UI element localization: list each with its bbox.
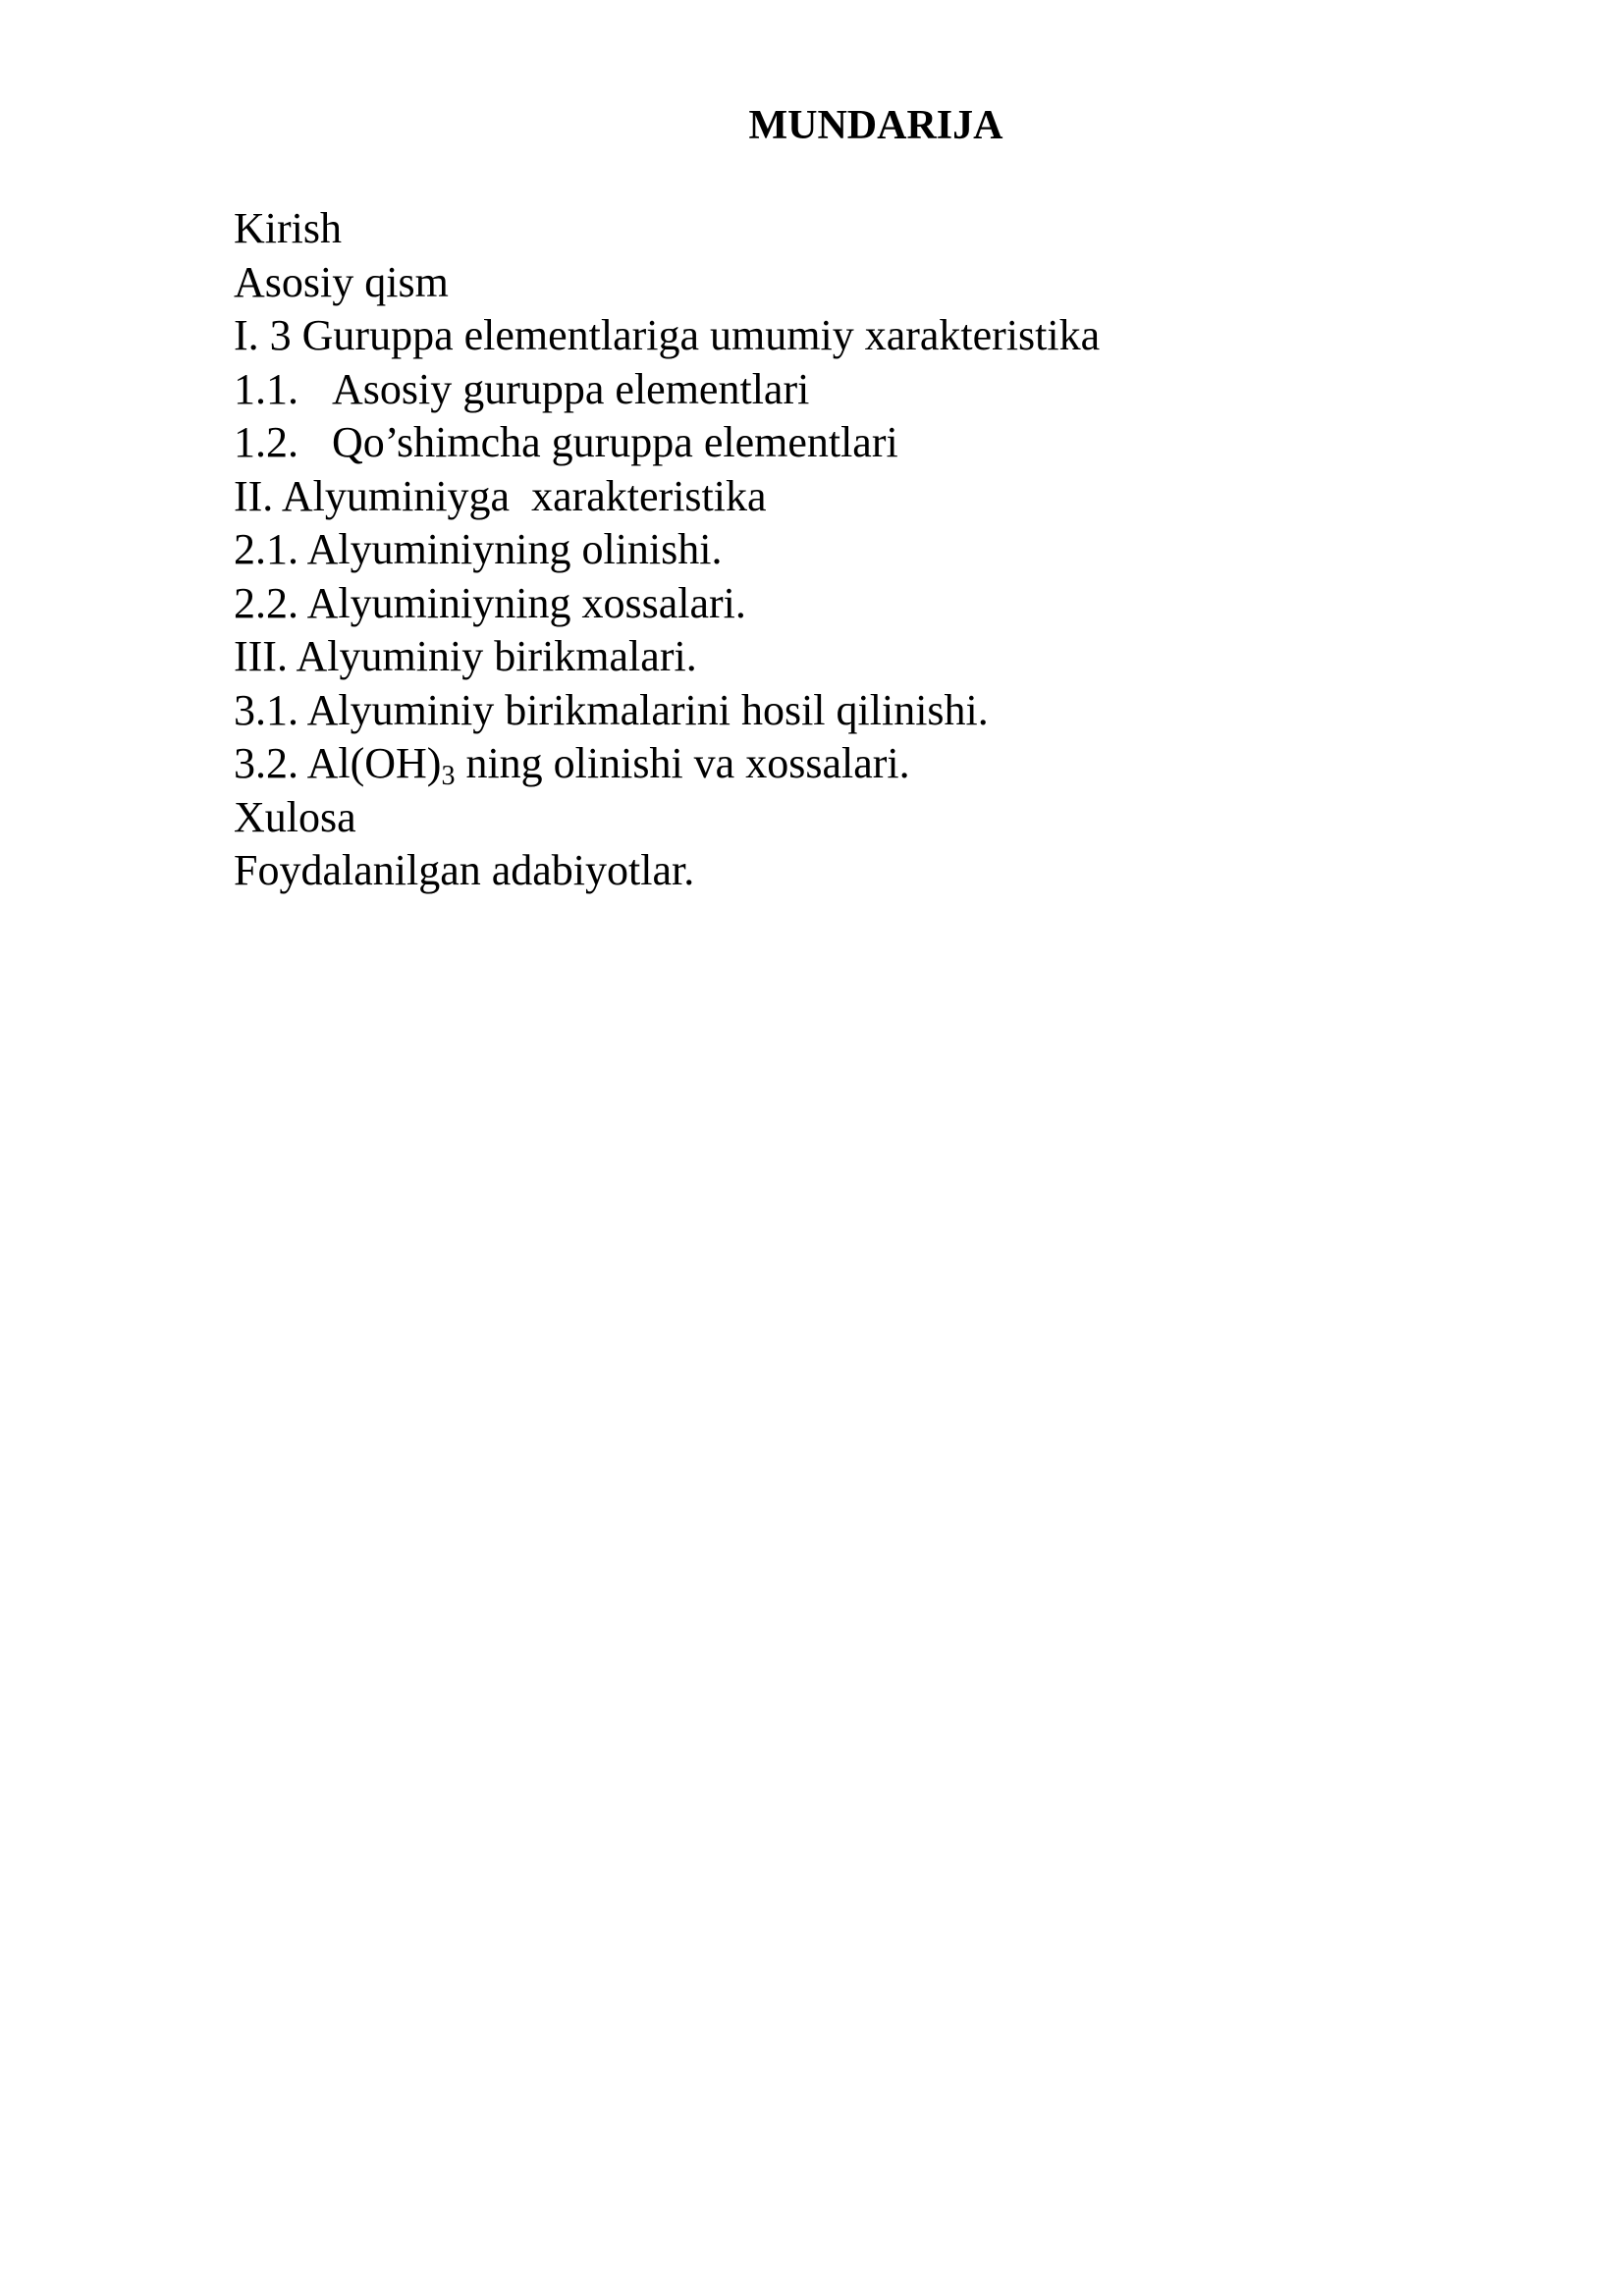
toc-item-section-3-1 [234,684,1461,738]
toc-item-asosiy-qism [234,256,1461,310]
toc-item-number: 1.2. [234,418,298,466]
toc-item-label: III. Alyuminiy birikmalari. [234,632,697,680]
toc-item-label: Xulosa [234,792,356,841]
toc-item-label: II. Alyuminiyga xarakteristika [234,471,767,520]
toc-item-label: Asosiy qism [234,257,449,306]
toc-item-section-2-2 [234,577,1461,631]
toc-item-label-prefix: 3.2. Al(OH) [234,739,442,787]
toc-item-number: 1.1. [234,364,298,413]
toc-item-label: 2.2. Alyuminiyning xossalari. [234,578,746,627]
subscript: 3 [441,761,456,791]
toc-item-chapter-1 [234,309,1461,363]
toc-item-label: Qo’shimcha guruppa elementlari [332,418,898,466]
toc-item-xulosa [234,791,1461,845]
toc-item-label: Asosiy guruppa elementlari [332,364,810,413]
toc-item-chapter-3 [234,630,1461,684]
toc-item-section-2-1 [234,523,1461,577]
toc-item-section-1-2 [234,416,1461,470]
toc-item-label: I. 3 Guruppa elementlariga umumiy xarakteristika [234,311,1101,359]
toc-item-label: 3.1. Alyuminiy birikmalarini hosil qilinishi. [234,685,989,734]
toc-item-label: Foydalanilgan adabiyotlar. [234,846,695,894]
table-of-contents [234,202,1461,898]
toc-item-section-3-2 [234,737,1461,791]
toc-item-label: 2.1. Alyuminiyning olinishi. [234,525,723,573]
toc-item-references [234,844,1461,898]
toc-item-chapter-2 [234,470,1461,524]
toc-item-kirish [234,202,1461,256]
toc-item-label-suffix: ning olinishi va xossalari. [455,739,910,787]
toc-item-section-1-1 [234,363,1461,417]
page-title: MUNDARIJA [748,103,1003,148]
toc-item-label: Kirish [234,204,342,252]
